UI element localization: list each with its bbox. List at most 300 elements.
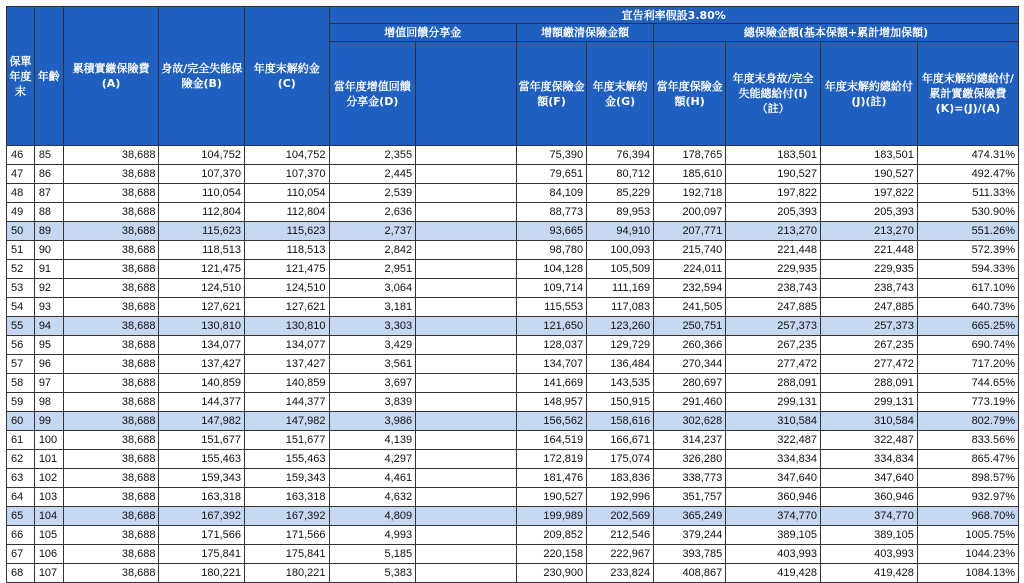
cell-age: 88	[34, 203, 63, 222]
cell-age: 103	[34, 488, 63, 507]
cell-year: 51	[7, 241, 35, 260]
table-row	[7, 165, 1019, 184]
cell-total-surrender: 310,584	[821, 412, 918, 431]
cell-total-death-benefit: 403,993	[726, 545, 821, 564]
cell-premium: 38,688	[63, 450, 159, 469]
cell-total-amount: 338,773	[654, 469, 726, 488]
cell-death-benefit: 107,370	[159, 165, 245, 184]
cell-blank	[416, 165, 517, 184]
cell-age: 90	[34, 241, 63, 260]
cell-age: 107	[34, 564, 63, 583]
cell-paidup-amount: 115,553	[517, 298, 587, 317]
col-header-premium: 累積實繳保險費(A)	[63, 7, 159, 146]
col-header-h: 當年度保險金額(H)	[654, 42, 726, 146]
cell-total-surrender: 257,373	[821, 317, 918, 336]
cell-total-surrender: 419,428	[821, 564, 918, 583]
cell-paidup-amount: 84,109	[517, 184, 587, 203]
cell-blank	[416, 469, 517, 488]
cell-total-death-benefit: 322,487	[726, 431, 821, 450]
cell-death-benefit: 167,392	[159, 507, 245, 526]
cell-paidup-amount: 172,819	[517, 450, 587, 469]
cell-surrender: 104,752	[245, 146, 330, 165]
table-row	[7, 545, 1019, 564]
cell-total-amount: 270,344	[654, 355, 726, 374]
cell-surrender: 151,677	[245, 431, 330, 450]
cell-total-amount: 241,505	[654, 298, 726, 317]
cell-blank	[416, 393, 517, 412]
cell-dividend: 4,993	[329, 526, 416, 545]
cell-paidup-amount: 79,651	[517, 165, 587, 184]
cell-blank	[416, 260, 517, 279]
cell-dividend: 3,986	[329, 412, 416, 431]
col-header-j: 年度末解約總給付(J)(註)	[821, 42, 918, 146]
cell-death-benefit: 144,377	[159, 393, 245, 412]
table-row	[7, 146, 1019, 165]
cell-total-amount: 393,785	[654, 545, 726, 564]
cell-total-surrender: 403,993	[821, 545, 918, 564]
cell-year: 59	[7, 393, 35, 412]
cell-premium: 38,688	[63, 203, 159, 222]
cell-death-benefit: 180,221	[159, 564, 245, 583]
cell-year: 68	[7, 564, 35, 583]
cell-total-death-benefit: 389,105	[726, 526, 821, 545]
cell-dividend: 2,842	[329, 241, 416, 260]
cell-age: 96	[34, 355, 63, 374]
group-header-paidup: 增額繳清保險金額	[517, 24, 654, 42]
cell-blank	[416, 298, 517, 317]
cell-age: 89	[34, 222, 63, 241]
cell-blank	[416, 184, 517, 203]
cell-surrender: 167,392	[245, 507, 330, 526]
cell-premium: 38,688	[63, 298, 159, 317]
table-row	[7, 355, 1019, 374]
table-row	[7, 260, 1019, 279]
cell-age: 94	[34, 317, 63, 336]
cell-ratio: 773.19%	[917, 393, 1018, 412]
cell-total-death-benefit: 299,131	[726, 393, 821, 412]
cell-paidup-surrender: 183,836	[587, 469, 654, 488]
cell-paidup-amount: 190,527	[517, 488, 587, 507]
cell-total-surrender: 288,091	[821, 374, 918, 393]
cell-total-death-benefit: 310,584	[726, 412, 821, 431]
cell-year: 52	[7, 260, 35, 279]
cell-ratio: 492.47%	[917, 165, 1018, 184]
cell-surrender: 121,475	[245, 260, 330, 279]
cell-premium: 38,688	[63, 374, 159, 393]
cell-dividend: 2,539	[329, 184, 416, 203]
cell-total-death-benefit: 190,527	[726, 165, 821, 184]
cell-total-amount: 232,594	[654, 279, 726, 298]
cell-premium: 38,688	[63, 317, 159, 336]
cell-year: 63	[7, 469, 35, 488]
cell-paidup-amount: 109,714	[517, 279, 587, 298]
cell-total-amount: 207,771	[654, 222, 726, 241]
cell-year: 48	[7, 184, 35, 203]
cell-paidup-surrender: 111,169	[587, 279, 654, 298]
cell-dividend: 2,445	[329, 165, 416, 184]
cell-total-death-benefit: 277,472	[726, 355, 821, 374]
cell-premium: 38,688	[63, 241, 159, 260]
cell-total-amount: 408,867	[654, 564, 726, 583]
cell-blank	[416, 431, 517, 450]
cell-ratio: 572.39%	[917, 241, 1018, 260]
cell-paidup-surrender: 202,569	[587, 507, 654, 526]
cell-dividend: 2,636	[329, 203, 416, 222]
cell-dividend: 3,064	[329, 279, 416, 298]
cell-premium: 38,688	[63, 146, 159, 165]
cell-paidup-amount: 93,665	[517, 222, 587, 241]
cell-total-amount: 250,751	[654, 317, 726, 336]
cell-premium: 38,688	[63, 355, 159, 374]
cell-blank	[416, 526, 517, 545]
cell-premium: 38,688	[63, 564, 159, 583]
cell-paidup-amount: 220,158	[517, 545, 587, 564]
col-header-g: 年度末解約金(G)	[587, 42, 654, 146]
cell-dividend: 3,429	[329, 336, 416, 355]
cell-death-benefit: 110,054	[159, 184, 245, 203]
cell-dividend: 3,697	[329, 374, 416, 393]
cell-paidup-surrender: 123,260	[587, 317, 654, 336]
cell-total-death-benefit: 374,770	[726, 507, 821, 526]
table-body	[7, 146, 1019, 583]
cell-paidup-surrender: 222,967	[587, 545, 654, 564]
table-row	[7, 431, 1019, 450]
cell-total-death-benefit: 288,091	[726, 374, 821, 393]
cell-blank	[416, 412, 517, 431]
cell-ratio: 551.26%	[917, 222, 1018, 241]
cell-paidup-surrender: 212,546	[587, 526, 654, 545]
cell-year: 61	[7, 431, 35, 450]
cell-paidup-surrender: 233,824	[587, 564, 654, 583]
cell-total-amount: 280,697	[654, 374, 726, 393]
cell-age: 102	[34, 469, 63, 488]
cell-premium: 38,688	[63, 469, 159, 488]
cell-age: 99	[34, 412, 63, 431]
table-row	[7, 298, 1019, 317]
cell-ratio: 594.33%	[917, 260, 1018, 279]
table-row	[7, 507, 1019, 526]
cell-premium: 38,688	[63, 412, 159, 431]
cell-paidup-surrender: 80,712	[587, 165, 654, 184]
col-header-i: 年度末身故/完全失能總給付(I)（註）	[726, 42, 821, 146]
cell-paidup-amount: 156,562	[517, 412, 587, 431]
cell-total-surrender: 221,448	[821, 241, 918, 260]
cell-total-surrender: 299,131	[821, 393, 918, 412]
cell-age: 104	[34, 507, 63, 526]
cell-surrender: 180,221	[245, 564, 330, 583]
cell-paidup-amount: 98,780	[517, 241, 587, 260]
cell-age: 95	[34, 336, 63, 355]
cell-surrender: 140,859	[245, 374, 330, 393]
cell-ratio: 932.97%	[917, 488, 1018, 507]
table-row	[7, 393, 1019, 412]
table-row	[7, 336, 1019, 355]
cell-death-benefit: 151,677	[159, 431, 245, 450]
table-row	[7, 374, 1019, 393]
cell-ratio: 511.33%	[917, 184, 1018, 203]
cell-death-benefit: 124,510	[159, 279, 245, 298]
cell-paidup-amount: 164,519	[517, 431, 587, 450]
cell-year: 57	[7, 355, 35, 374]
cell-surrender: 124,510	[245, 279, 330, 298]
col-header-age: 年齡	[34, 7, 63, 146]
cell-surrender: 147,982	[245, 412, 330, 431]
cell-total-amount: 365,249	[654, 507, 726, 526]
cell-total-death-benefit: 257,373	[726, 317, 821, 336]
cell-premium: 38,688	[63, 545, 159, 564]
cell-blank	[416, 336, 517, 355]
table-row	[7, 564, 1019, 583]
cell-premium: 38,688	[63, 260, 159, 279]
cell-death-benefit: 130,810	[159, 317, 245, 336]
cell-surrender: 137,427	[245, 355, 330, 374]
cell-year: 56	[7, 336, 35, 355]
table-row	[7, 469, 1019, 488]
cell-total-death-benefit: 197,822	[726, 184, 821, 203]
cell-ratio: 690.74%	[917, 336, 1018, 355]
table-row	[7, 526, 1019, 545]
cell-surrender: 175,841	[245, 545, 330, 564]
cell-total-surrender: 213,270	[821, 222, 918, 241]
cell-paidup-amount: 75,390	[517, 146, 587, 165]
cell-total-death-benefit: 247,885	[726, 298, 821, 317]
cell-total-surrender: 322,487	[821, 431, 918, 450]
cell-death-benefit: 115,623	[159, 222, 245, 241]
cell-blank	[416, 241, 517, 260]
cell-premium: 38,688	[63, 279, 159, 298]
cell-paidup-amount: 104,128	[517, 260, 587, 279]
cell-paidup-amount: 134,707	[517, 355, 587, 374]
cell-dividend: 4,809	[329, 507, 416, 526]
cell-paidup-surrender: 89,953	[587, 203, 654, 222]
cell-surrender: 107,370	[245, 165, 330, 184]
cell-paidup-surrender: 143,535	[587, 374, 654, 393]
cell-age: 85	[34, 146, 63, 165]
cell-total-death-benefit: 347,640	[726, 469, 821, 488]
cell-blank	[416, 564, 517, 583]
cell-paidup-surrender: 117,083	[587, 298, 654, 317]
cell-total-surrender: 190,527	[821, 165, 918, 184]
cell-blank	[416, 450, 517, 469]
cell-surrender: 118,513	[245, 241, 330, 260]
cell-year: 55	[7, 317, 35, 336]
cell-death-benefit: 159,343	[159, 469, 245, 488]
cell-death-benefit: 112,804	[159, 203, 245, 222]
cell-death-benefit: 118,513	[159, 241, 245, 260]
cell-paidup-amount: 199,989	[517, 507, 587, 526]
cell-paidup-surrender: 129,729	[587, 336, 654, 355]
cell-surrender: 110,054	[245, 184, 330, 203]
cell-paidup-surrender: 94,910	[587, 222, 654, 241]
cell-paidup-surrender: 136,484	[587, 355, 654, 374]
cell-ratio: 1005.75%	[917, 526, 1018, 545]
table-row	[7, 450, 1019, 469]
cell-year: 54	[7, 298, 35, 317]
cell-age: 86	[34, 165, 63, 184]
table-row	[7, 317, 1019, 336]
cell-dividend: 3,303	[329, 317, 416, 336]
cell-death-benefit: 127,621	[159, 298, 245, 317]
cell-blank	[416, 545, 517, 564]
cell-death-benefit: 134,077	[159, 336, 245, 355]
cell-paidup-surrender: 175,074	[587, 450, 654, 469]
cell-dividend: 4,297	[329, 450, 416, 469]
cell-age: 100	[34, 431, 63, 450]
cell-death-benefit: 137,427	[159, 355, 245, 374]
cell-ratio: 898.57%	[917, 469, 1018, 488]
rate-assumption-header: 宣告利率假設3.80%	[329, 7, 1018, 24]
cell-total-surrender: 229,935	[821, 260, 918, 279]
cell-dividend: 2,355	[329, 146, 416, 165]
cell-paidup-amount: 88,773	[517, 203, 587, 222]
cell-dividend: 2,737	[329, 222, 416, 241]
cell-total-death-benefit: 238,743	[726, 279, 821, 298]
cell-ratio: 617.10%	[917, 279, 1018, 298]
cell-total-death-benefit: 267,235	[726, 336, 821, 355]
cell-paidup-surrender: 100,093	[587, 241, 654, 260]
cell-death-benefit: 171,566	[159, 526, 245, 545]
cell-ratio: 640.73%	[917, 298, 1018, 317]
cell-death-benefit: 140,859	[159, 374, 245, 393]
cell-surrender: 115,623	[245, 222, 330, 241]
cell-year: 49	[7, 203, 35, 222]
cell-dividend: 4,139	[329, 431, 416, 450]
cell-surrender: 134,077	[245, 336, 330, 355]
col-header-death-benefit: 身故/完全失能保險金(B)	[159, 7, 245, 146]
cell-ratio: 1084.13%	[917, 564, 1018, 583]
cell-year: 58	[7, 374, 35, 393]
table-row	[7, 203, 1019, 222]
cell-surrender: 144,377	[245, 393, 330, 412]
cell-year: 65	[7, 507, 35, 526]
cell-death-benefit: 121,475	[159, 260, 245, 279]
col-header-blank	[416, 42, 517, 146]
benefit-table	[6, 6, 1019, 583]
cell-death-benefit: 155,463	[159, 450, 245, 469]
cell-premium: 38,688	[63, 222, 159, 241]
cell-paidup-surrender: 85,229	[587, 184, 654, 203]
cell-total-surrender: 374,770	[821, 507, 918, 526]
cell-paidup-amount: 121,650	[517, 317, 587, 336]
cell-total-surrender: 277,472	[821, 355, 918, 374]
cell-total-death-benefit: 183,501	[726, 146, 821, 165]
cell-total-amount: 178,765	[654, 146, 726, 165]
cell-ratio: 717.20%	[917, 355, 1018, 374]
cell-age: 97	[34, 374, 63, 393]
table-row	[7, 184, 1019, 203]
cell-total-amount: 291,460	[654, 393, 726, 412]
cell-premium: 38,688	[63, 393, 159, 412]
cell-total-surrender: 389,105	[821, 526, 918, 545]
cell-ratio: 968.70%	[917, 507, 1018, 526]
col-header-f: 當年度保險金額(F)	[517, 42, 587, 146]
cell-total-death-benefit: 213,270	[726, 222, 821, 241]
cell-age: 101	[34, 450, 63, 469]
cell-age: 98	[34, 393, 63, 412]
cell-paidup-amount: 128,037	[517, 336, 587, 355]
cell-total-death-benefit: 229,935	[726, 260, 821, 279]
cell-total-death-benefit: 419,428	[726, 564, 821, 583]
cell-total-death-benefit: 360,946	[726, 488, 821, 507]
cell-age: 106	[34, 545, 63, 564]
cell-total-amount: 260,366	[654, 336, 726, 355]
cell-death-benefit: 147,982	[159, 412, 245, 431]
cell-paidup-surrender: 192,996	[587, 488, 654, 507]
cell-year: 60	[7, 412, 35, 431]
cell-blank	[416, 317, 517, 336]
cell-total-surrender: 205,393	[821, 203, 918, 222]
cell-age: 87	[34, 184, 63, 203]
cell-year: 66	[7, 526, 35, 545]
table-row	[7, 412, 1019, 431]
cell-paidup-amount: 230,900	[517, 564, 587, 583]
cell-ratio: 744.65%	[917, 374, 1018, 393]
cell-blank	[416, 507, 517, 526]
cell-surrender: 163,318	[245, 488, 330, 507]
cell-blank	[416, 279, 517, 298]
group-header-dividend: 增值回饋分享金	[329, 24, 517, 42]
cell-ratio: 865.47%	[917, 450, 1018, 469]
cell-total-surrender: 267,235	[821, 336, 918, 355]
cell-blank	[416, 222, 517, 241]
cell-total-amount: 200,097	[654, 203, 726, 222]
cell-total-surrender: 347,640	[821, 469, 918, 488]
cell-premium: 38,688	[63, 184, 159, 203]
cell-total-amount: 326,280	[654, 450, 726, 469]
cell-age: 105	[34, 526, 63, 545]
table-row	[7, 222, 1019, 241]
cell-total-amount: 215,740	[654, 241, 726, 260]
cell-year: 67	[7, 545, 35, 564]
cell-age: 91	[34, 260, 63, 279]
table-row	[7, 279, 1019, 298]
cell-dividend: 2,951	[329, 260, 416, 279]
cell-total-amount: 224,011	[654, 260, 726, 279]
cell-blank	[416, 203, 517, 222]
cell-total-death-benefit: 205,393	[726, 203, 821, 222]
cell-ratio: 530.90%	[917, 203, 1018, 222]
cell-total-surrender: 360,946	[821, 488, 918, 507]
cell-paidup-amount: 209,852	[517, 526, 587, 545]
cell-blank	[416, 146, 517, 165]
cell-total-death-benefit: 334,834	[726, 450, 821, 469]
cell-total-surrender: 247,885	[821, 298, 918, 317]
cell-paidup-amount: 141,669	[517, 374, 587, 393]
cell-dividend: 3,181	[329, 298, 416, 317]
cell-dividend: 3,839	[329, 393, 416, 412]
cell-total-surrender: 183,501	[821, 146, 918, 165]
cell-premium: 38,688	[63, 507, 159, 526]
cell-paidup-surrender: 158,616	[587, 412, 654, 431]
cell-total-death-benefit: 221,448	[726, 241, 821, 260]
cell-age: 92	[34, 279, 63, 298]
col-header-year: 保單年度末	[7, 7, 35, 146]
cell-total-surrender: 334,834	[821, 450, 918, 469]
cell-total-amount: 302,628	[654, 412, 726, 431]
col-header-k: 年度末解約總給付/累計實繳保險費(K)=(J)/(A)	[917, 42, 1018, 146]
cell-ratio: 1044.23%	[917, 545, 1018, 564]
cell-dividend: 4,461	[329, 469, 416, 488]
cell-surrender: 127,621	[245, 298, 330, 317]
cell-premium: 38,688	[63, 165, 159, 184]
cell-paidup-surrender: 76,394	[587, 146, 654, 165]
cell-ratio: 833.56%	[917, 431, 1018, 450]
cell-year: 50	[7, 222, 35, 241]
cell-paidup-amount: 148,957	[517, 393, 587, 412]
cell-paidup-amount: 181,476	[517, 469, 587, 488]
cell-surrender: 171,566	[245, 526, 330, 545]
cell-blank	[416, 488, 517, 507]
